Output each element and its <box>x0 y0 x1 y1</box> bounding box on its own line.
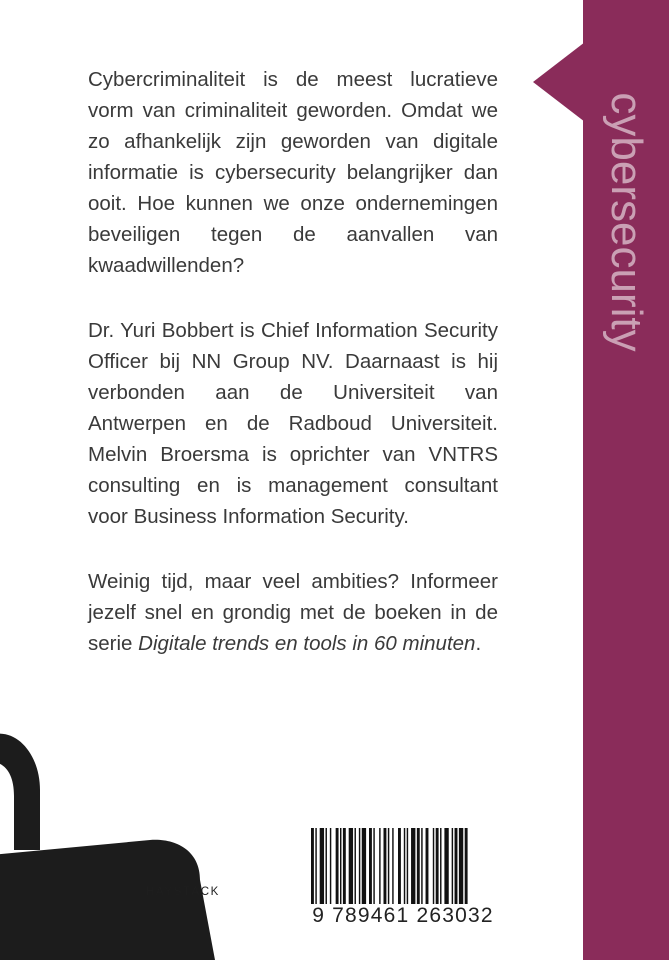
publisher-logo <box>146 886 220 898</box>
spine-title: cybersecurity <box>602 92 651 352</box>
series-paragraph <box>88 566 498 659</box>
barcode-bar <box>440 828 441 904</box>
barcode-bar <box>362 828 366 904</box>
cover-text <box>88 64 498 693</box>
barcode-bar <box>343 828 346 904</box>
barcode-bar <box>417 828 420 904</box>
barcode-bar <box>379 828 380 904</box>
barcode-bar <box>452 828 453 904</box>
isbn-number: 9 789461 263032 <box>312 904 494 927</box>
series-title: Digitale trends en tools in 60 minuten <box>138 632 476 655</box>
barcode-bar <box>326 828 327 904</box>
barcode-bar <box>373 828 374 904</box>
barcode-bar <box>349 828 353 904</box>
barcode-bar <box>311 828 314 904</box>
barcode-bars <box>309 828 501 904</box>
series-text-end: . <box>475 632 482 655</box>
barcode-bar <box>459 828 463 904</box>
barcode-bar <box>433 828 434 904</box>
publisher-name-part-3: CK <box>200 886 220 898</box>
padlock-icon <box>0 700 240 960</box>
barcode-bar <box>320 828 324 904</box>
barcode-bar <box>421 828 422 904</box>
barcode-bar <box>455 828 458 904</box>
barcode-bar <box>411 828 415 904</box>
barcode-bar <box>315 828 316 904</box>
barcode-bar <box>407 828 408 904</box>
intro-paragraph: Cybercriminaliteit is de meest lucratieve vorm van criminaliteit geworden. Omdat we zo afhankelijk zijn geworden van digitale informatie is cybersecurity belangrijker dan ooit. Hoe kunnen we onze ondernemingen beveiligen tegen de aanvallen van kwaadwillenden? <box>88 68 498 277</box>
barcode-bar <box>336 828 339 904</box>
publisher-name-part-2: A <box>191 886 201 898</box>
barcode <box>299 820 507 936</box>
barcode-bar <box>444 828 448 904</box>
series-text-start: Weinig tijd, maar veel ambities? Informeer jezelf snel en grondig met de boeken in de serie <box>88 570 498 655</box>
barcode-bar <box>465 828 468 904</box>
triangle-notch-icon <box>533 42 585 122</box>
barcode-bar <box>384 828 387 904</box>
barcode-bar <box>392 828 393 904</box>
barcode-bar <box>355 828 356 904</box>
barcode-bar <box>359 828 360 904</box>
barcode-bar <box>340 828 341 904</box>
barcode-bar <box>369 828 372 904</box>
barcode-bar <box>330 828 331 904</box>
barcode-bar <box>426 828 429 904</box>
barcode-bar <box>436 828 439 904</box>
barcode-bar <box>404 828 405 904</box>
barcode-bar <box>398 828 401 904</box>
barcode-bar <box>388 828 389 904</box>
publisher-name-part-1: HAYST <box>146 886 192 898</box>
authors-paragraph: Dr. Yuri Bobbert is Chief Information Security Officer bij NN Group NV. Daarnaast is hij verbonden aan de Universiteit van Antwerpen en de Radboud Universiteit. Melvin Broersma is oprichter van VNTRS consulting en is management consultant voor Business Information Security. <box>88 319 498 528</box>
